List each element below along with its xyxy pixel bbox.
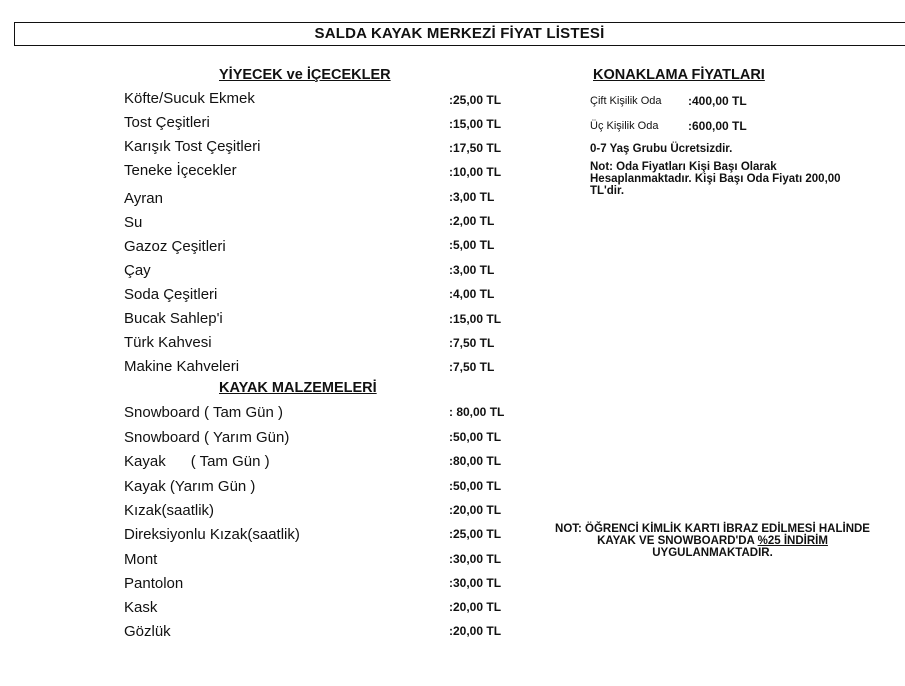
food-item-name: Çay [124, 262, 151, 279]
ski-item-price: :30,00 TL [449, 552, 502, 566]
lodging-heading: KONAKLAMA FİYATLARI [593, 67, 765, 83]
room-label: Çift Kişilik Oda [590, 95, 662, 107]
food-item-name: Soda Çeşitleri [124, 286, 218, 303]
food-item-name: Bucak Sahlep'i [124, 310, 223, 327]
ski-item-name: Snowboard ( Tam Gün ) [124, 404, 283, 421]
student-note-part2: UYGULANMAKTADIR. [652, 547, 773, 559]
room-price: :600,00 TL [688, 119, 747, 133]
food-item-name: Su [124, 214, 143, 231]
ski-item-name: Kayak (Yarım Gün ) [124, 478, 256, 495]
food-item-price: :5,00 TL [449, 238, 495, 252]
ski-item-name: Pantolon [124, 575, 184, 592]
ski-item-price: :30,00 TL [449, 576, 502, 590]
ski-item-name: Mont [124, 551, 158, 568]
ski-item-name: Direksiyonlu Kızak(saatlik) [124, 526, 300, 543]
room-label: Üç Kişilik Oda [590, 120, 659, 132]
ski-item-price: :50,00 TL [449, 430, 502, 444]
student-discount-note [545, 523, 880, 559]
food-item-name: Ayran [124, 190, 163, 207]
ski-item-price: :25,00 TL [449, 527, 502, 541]
ski-heading: KAYAK MALZEMELERİ [219, 380, 377, 396]
ski-item-name: Kayak ( Tam Gün ) [124, 453, 270, 470]
food-item-name: Teneke İçecekler [124, 162, 237, 179]
food-item-name: Makine Kahveleri [124, 358, 240, 375]
ski-item-price: :20,00 TL [449, 503, 502, 517]
ski-item-name: Kask [124, 599, 158, 616]
page-title: SALDA KAYAK MERKEZİ FİYAT LİSTESİ [314, 25, 605, 42]
ski-item-price: :50,00 TL [449, 479, 502, 493]
ski-item-price: :20,00 TL [449, 600, 502, 614]
food-item-name: Gazoz Çeşitleri [124, 238, 226, 255]
food-item-price: :4,00 TL [449, 287, 495, 301]
food-item-name: Tost Çeşitleri [124, 114, 210, 131]
food-item-price: :15,00 TL [449, 117, 502, 131]
food-item-price: :7,50 TL [449, 336, 495, 350]
food-item-price: :2,00 TL [449, 214, 495, 228]
food-heading: YİYECEK ve İÇECEKLER [219, 67, 391, 83]
room-price: :400,00 TL [688, 94, 747, 108]
food-item-price: :7,50 TL [449, 360, 495, 374]
free-age-note: 0-7 Yaş Grubu Ücretsizdir. [590, 143, 733, 155]
food-item-name: Köfte/Sucuk Ekmek [124, 90, 255, 107]
food-item-price: :15,00 TL [449, 312, 502, 326]
food-item-price: :25,00 TL [449, 93, 502, 107]
ski-item-price: :80,00 TL [449, 454, 502, 468]
food-item-price: :10,00 TL [449, 165, 502, 179]
food-item-price: :3,00 TL [449, 190, 495, 204]
ski-item-name: Gözlük [124, 623, 171, 640]
food-item-price: :3,00 TL [449, 263, 495, 277]
food-item-price: :17,50 TL [449, 141, 502, 155]
food-item-name: Karışık Tost Çeşitleri [124, 138, 261, 155]
ski-item-price: : 80,00 TL [449, 405, 505, 419]
ski-item-name: Snowboard ( Yarım Gün) [124, 429, 290, 446]
room-price-note: Not: Oda Fiyatları Kişi Başı Olarak Hesaplanmaktadır. Kişi Başı Oda Fiyatı 200,00 TL'dir. [590, 161, 841, 197]
student-note-part1: NOT: ÖĞRENCİ KİMLİK KARTI İBRAZ EDİLMESİ HALİNDE KAYAK VE SNOWBOARD'DA [555, 523, 870, 547]
discount-text: %25 İNDİRİM [757, 535, 828, 547]
ski-item-name: Kızak(saatlik) [124, 502, 215, 519]
food-item-name: Türk Kahvesi [124, 334, 212, 351]
ski-item-price: :20,00 TL [449, 624, 502, 638]
